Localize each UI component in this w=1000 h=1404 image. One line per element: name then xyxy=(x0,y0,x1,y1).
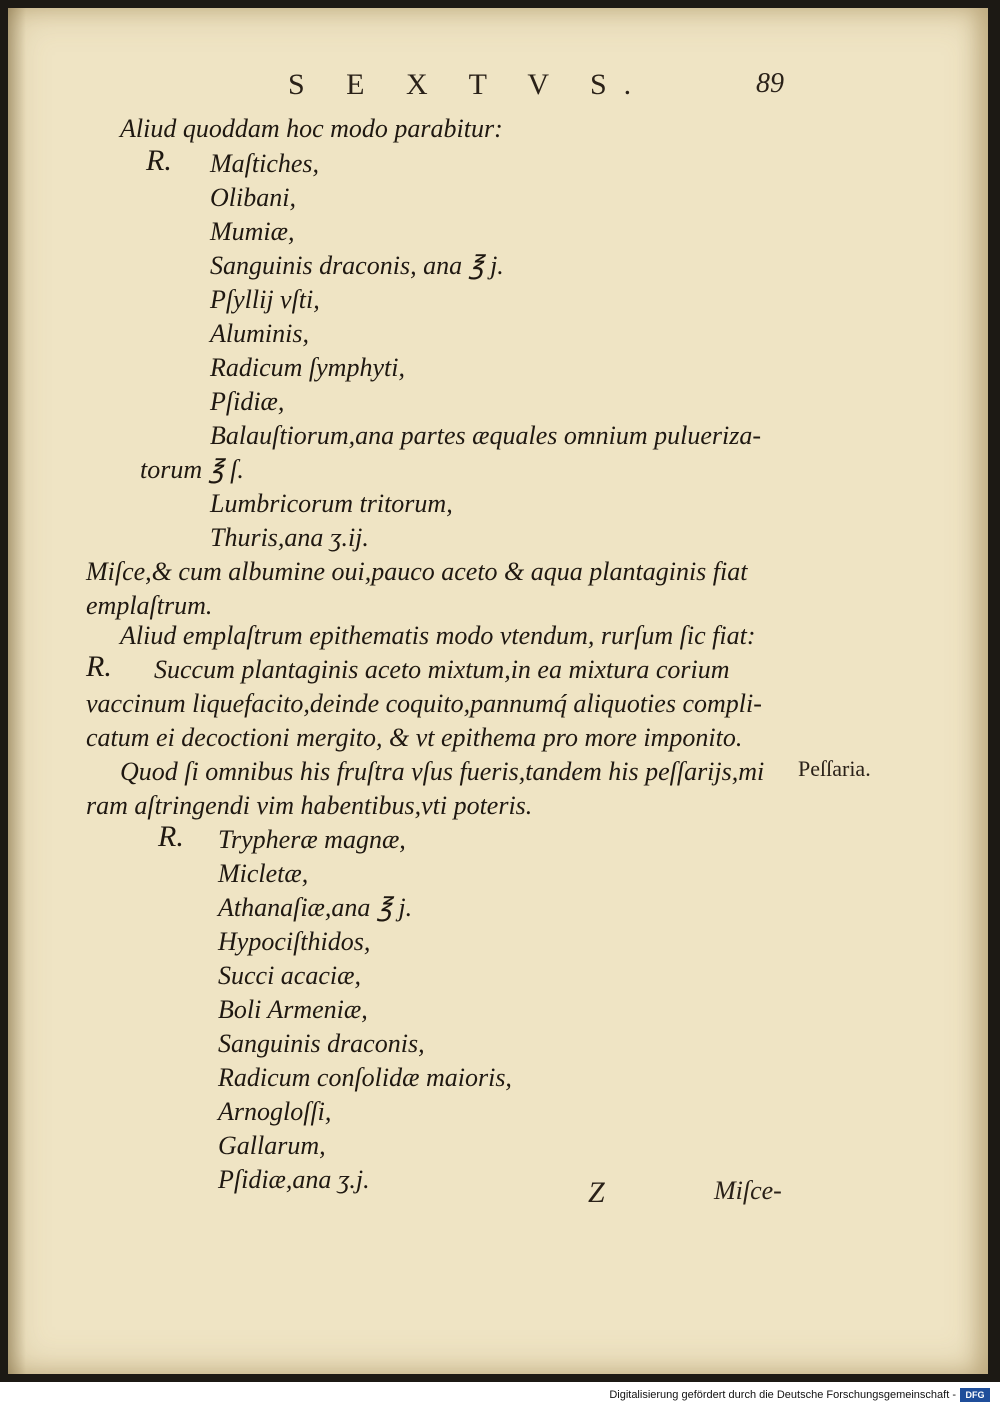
text-line: ram aſtringendi vim habentibus,vti poteris. xyxy=(86,791,533,820)
ingredient-line: Pſidiæ, xyxy=(210,387,285,416)
text-line: vaccinum liquefacito,deinde coquito,pannumq́ aliquoties compli- xyxy=(86,689,762,718)
ingredient-line: Maſtiches, xyxy=(210,149,320,178)
ingredient-line: Lumbricorum tritorum, xyxy=(210,489,453,518)
credit-text: Digitalisierung gefördert durch die Deutsche Forschungsgemeinschaft - xyxy=(609,1389,956,1401)
ingredient-line: Hypociſthidos, xyxy=(218,927,371,956)
book-page xyxy=(8,8,988,1374)
catchword: Miſce- xyxy=(714,1176,782,1205)
dfg-logo-icon: DFG xyxy=(960,1388,990,1402)
recipe-mark: R. xyxy=(158,820,184,853)
ingredient-line: Olibani, xyxy=(210,183,296,212)
recipe-mark: R. xyxy=(146,144,172,177)
ingredient-line: Athanaſiæ,ana ℥ j. xyxy=(218,893,413,922)
text-line: catum ei decoctioni mergito, & vt epithema pro more imponito. xyxy=(86,723,743,752)
ingredient-line: Thuris,ana ʒ.ij. xyxy=(210,523,369,552)
page-number: 89 xyxy=(756,68,784,99)
marginal-note: Peſſaria. xyxy=(798,756,871,781)
ingredient-line: Succi acaciæ, xyxy=(218,961,361,990)
signature-mark: Z xyxy=(588,1176,605,1209)
text-line: Quod ſi omnibus his fruſtra vſus fueris,tandem his peſſarijs,mi xyxy=(120,757,765,786)
text-line: Miſce,& cum albumine oui,pauco aceto & aqua plantaginis fiat xyxy=(86,557,748,586)
ingredient-line: Pſyllij vſti, xyxy=(210,285,320,314)
ingredient-line: Radicum conſolidæ maioris, xyxy=(218,1063,512,1092)
ingredient-line: Trypheræ magnæ, xyxy=(218,825,406,854)
ingredient-line: Mumiæ, xyxy=(210,217,295,246)
text-line: emplaſtrum. xyxy=(86,591,213,620)
ingredient-line: Arnogloſſi, xyxy=(218,1097,332,1126)
ingredient-line: Balauſtiorum,ana partes æquales omnium pulueriza- xyxy=(210,421,762,450)
ingredient-line: Gallarum, xyxy=(218,1131,326,1160)
ingredient-line: Micletæ, xyxy=(218,859,309,888)
ingredient-line: Radicum ſymphyti, xyxy=(210,353,405,382)
ingredient-line: Aluminis, xyxy=(210,319,309,348)
recipe-mark: R. xyxy=(86,650,112,683)
ingredient-line: Sanguinis draconis, ana ℥ j. xyxy=(210,251,504,280)
digitization-credit xyxy=(609,1388,990,1402)
ingredient-line: Sanguinis draconis, xyxy=(218,1029,425,1058)
ingredient-line: torum ℥ ſ. xyxy=(140,455,244,484)
ingredient-line: Boli Armeniæ, xyxy=(218,995,368,1024)
text-line: Aliud emplaſtrum epithematis modo vtendum, rurſum ſic fiat: xyxy=(120,621,756,650)
ingredient-line: Pſidiæ,ana ʒ.j. xyxy=(218,1165,370,1194)
text-line: Succum plantaginis aceto mixtum,in ea mixtura corium xyxy=(154,655,730,684)
running-head: S E X T V S. xyxy=(288,68,649,101)
text-line: Aliud quoddam hoc modo parabitur: xyxy=(120,114,503,143)
